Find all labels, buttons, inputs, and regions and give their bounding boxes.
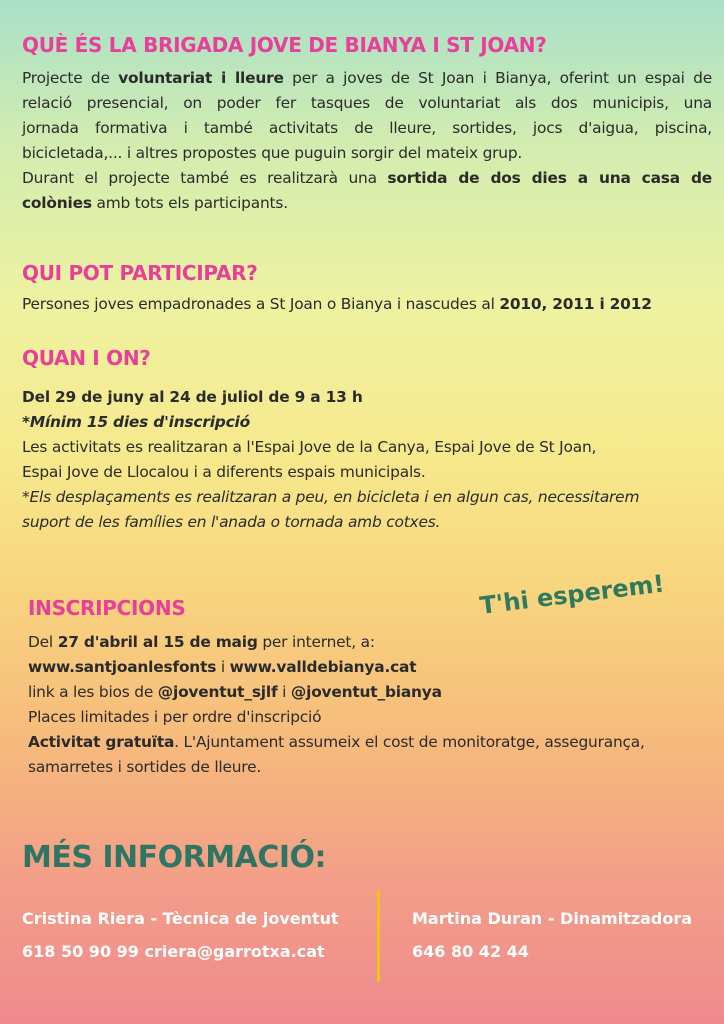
tagline: T'hi esperem!	[478, 569, 666, 620]
when-paragraph: Del 29 de juny al 24 de juliol de 9 a 13 h *Mínim 15 dies d'inscripció Les activitats es realitzaran a l'Espai Jove de la Canya, Espai Jove de St Joan, Espai Jove de Llocalou i a diferents espais municipals. *Els desplaçaments es realitzaran a peu, en bicicleta i en algun cas, necessitarem suport de les famílies en l'anada o tornada amb cotxes.	[22, 385, 712, 535]
instagram-bianya[interactable]: @joventut_bianya	[290, 683, 442, 701]
website-sjlf[interactable]: www.santjoanlesfonts	[28, 658, 217, 676]
contact-martina-name: Martina Duran - Dinamitzadora	[412, 909, 693, 928]
contact-martina-phone[interactable]: 646 80 42 44	[412, 942, 529, 961]
section-title-signup: INSCRIPCIONS	[28, 596, 186, 620]
signup-paragraph: Del 27 d'abril al 15 de maig per internet, a: www.santjoanlesfonts i www.valldebianya.cat link a les bios de @joventut_sjlf i @joventut_bianya Places limitades i per ordre d'inscripció Activitat gratuïta. L'Ajuntament assumeix el cost de monitoratge, assegurança, samarretes i sortides de lleure.	[28, 633, 645, 776]
signup-dates: 27 d'abril al 15 de maig	[57, 633, 258, 651]
birth-years: 2010, 2011 i 2012	[499, 295, 652, 313]
instagram-sjlf[interactable]: @joventut_sjlf	[157, 683, 278, 701]
section-title-who: QUI POT PARTICIPAR?	[22, 261, 258, 285]
website-bianya[interactable]: www.valldebianya.cat	[229, 658, 417, 676]
contact-divider	[377, 890, 380, 982]
free-activity: Activitat gratuïta	[28, 733, 175, 751]
more-info-title: MÉS INFORMACIÓ:	[22, 840, 327, 875]
contact-martina	[412, 902, 692, 968]
minimum-days: *Mínim 15 dies d'inscripció	[22, 413, 250, 431]
contact-cristina-name: Cristina Riera - Tècnica de joventut	[22, 909, 339, 928]
section-title-when: QUAN I ON?	[22, 346, 151, 370]
what-paragraph: Projecte de voluntariat i lleure per a joves de St Joan i Bianya, oferint un espai de relació presencial, on poder fer tasques de voluntariat als dos municipis, una jornada formativa i també activitats de lleure, sortides, jocs d'aigua, piscina, bicicletada,... i altres propostes que puguin sorgir del mateix grup. Durant el projecte també es realitzarà una sortida de dos dies a una casa de colònies amb tots els participants.	[22, 69, 712, 212]
section-title-what: QUÈ ÉS LA BRIGADA JOVE DE BIANYA I ST JOAN?	[22, 33, 547, 57]
contact-cristina	[22, 902, 339, 968]
dates: Del 29 de juny al 24 de juliol de 9 a 13 h	[22, 388, 363, 406]
who-paragraph: Persones joves empadronades a St Joan o Bianya i nascudes al 2010, 2011 i 2012	[22, 295, 652, 313]
contact-cristina-details[interactable]: 618 50 90 99 criera@garrotxa.cat	[22, 942, 325, 961]
